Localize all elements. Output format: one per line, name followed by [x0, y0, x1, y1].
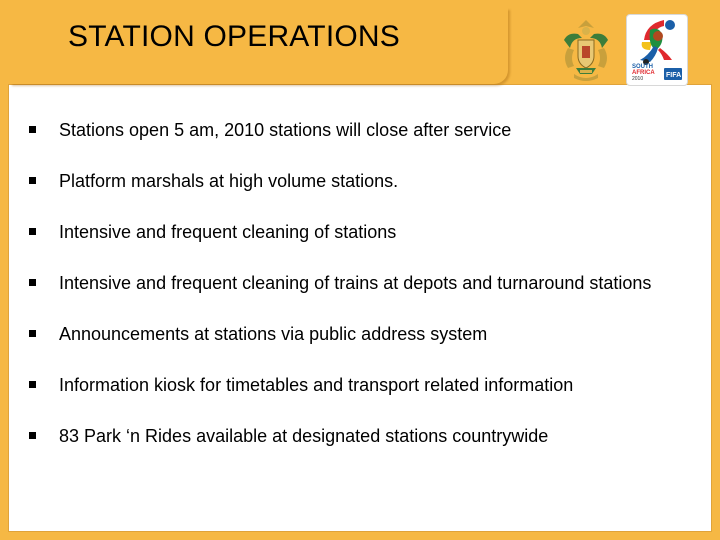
svg-text:SOUTH: SOUTH — [632, 64, 653, 70]
slide-title: STATION OPERATIONS — [68, 20, 400, 53]
bullet-list — [24, 118, 704, 448]
bullet-item: 83 Park ‘n Rides available at designated stations countrywide — [24, 424, 704, 448]
svg-text:AFRICA: AFRICA — [632, 70, 655, 76]
bullet-item: Intensive and frequent cleaning of trains at depots and turnaround stations — [24, 271, 704, 295]
coat-of-arms-logo — [556, 16, 616, 86]
bullet-item: Announcements at stations via public address system — [24, 322, 704, 346]
bullet-item: Information kiosk for timetables and transport related information — [24, 373, 704, 397]
svg-text:2010: 2010 — [632, 76, 644, 82]
bullet-item: Intensive and frequent cleaning of stations — [24, 220, 704, 244]
svg-text:FIFA: FIFA — [666, 72, 682, 79]
world-cup-logo — [626, 14, 688, 86]
bullet-item: Platform marshals at high volume stations. — [24, 169, 704, 193]
coat-of-arms-icon — [558, 18, 614, 84]
bullet-item: Stations open 5 am, 2010 stations will close after service — [24, 118, 704, 142]
title-banner — [10, 8, 508, 84]
world-cup-emblem-icon — [628, 16, 686, 84]
